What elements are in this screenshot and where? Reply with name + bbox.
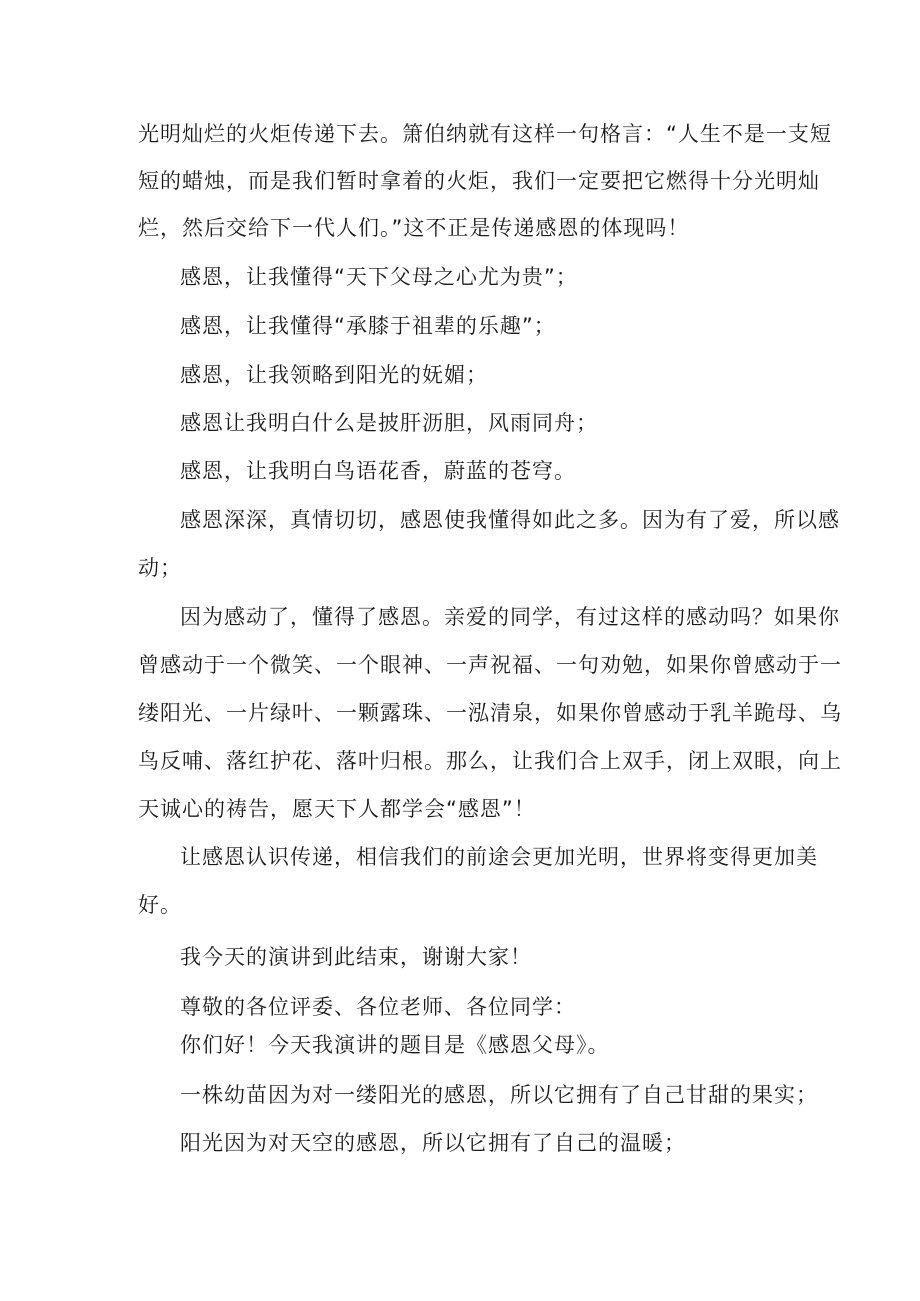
text-line: 天诚心的祷告，愿天下人都学会“感恩”！ bbox=[138, 797, 536, 821]
text-line: 动； bbox=[138, 556, 182, 580]
text-line: 鸟反哺、落红护花、落叶归根。那么，让我们合上双手，闭上双眼，向上 bbox=[138, 749, 842, 773]
text-line: 我今天的演讲到此结束，谢谢大家！ bbox=[180, 945, 532, 969]
text-line: 烂，然后交给下一代人们。”这不正是传递感恩的体现吗！ bbox=[138, 216, 690, 240]
text-line: 感恩深深，真情切切，感恩使我懂得如此之多。因为有了爱，所以感 bbox=[180, 508, 840, 532]
text-line: 短的蜡烛，而是我们暂时拿着的火炬，我们一定要把它燃得十分光明灿 bbox=[138, 169, 820, 193]
text-line: 一株幼苗因为对一缕阳光的感恩，所以它拥有了自己甘甜的果实； bbox=[180, 1083, 818, 1107]
text-line: 好。 bbox=[138, 893, 182, 917]
text-line: 光明灿烂的火炬传递下去。箫伯纳就有这样一句格言：“人生不是一支短 bbox=[138, 122, 832, 146]
text-line: 缕阳光、一片绿叶、一颗露珠、一泓清泉，如果你曾感动于乳羊跪母、乌 bbox=[138, 701, 842, 725]
text-line: 感恩，让我领略到阳光的妩媚； bbox=[180, 363, 488, 387]
text-line: 感恩让我明白什么是披肝沥胆，风雨同舟； bbox=[180, 411, 598, 435]
text-line: 曾感动于一个微笑、一个眼神、一声祝福、一句劝勉，如果你曾感动于一 bbox=[138, 653, 842, 677]
text-line: 感恩，让我懂得“承膝于祖辈的乐趣”； bbox=[180, 314, 556, 338]
text-line: 阳光因为对天空的感恩，所以它拥有了自己的温暖； bbox=[180, 1131, 686, 1155]
text-line: 因为感动了，懂得了感恩。亲爱的同学，有过这样的感动吗？如果你 bbox=[180, 605, 840, 629]
text-line: 感恩，让我明白鸟语花香，蔚蓝的苍穹。 bbox=[180, 459, 576, 483]
text-line: 感恩，让我懂得“天下父母之心尤为贵”； bbox=[180, 265, 578, 289]
text-line: 让感恩认识传递，相信我们的前途会更加光明，世界将变得更加美 bbox=[180, 845, 818, 869]
text-line: 你们好！今天我演讲的题目是《感恩父母》。 bbox=[180, 1033, 610, 1057]
text-line: 尊敬的各位评委、各位老师、各位同学： bbox=[180, 995, 576, 1019]
